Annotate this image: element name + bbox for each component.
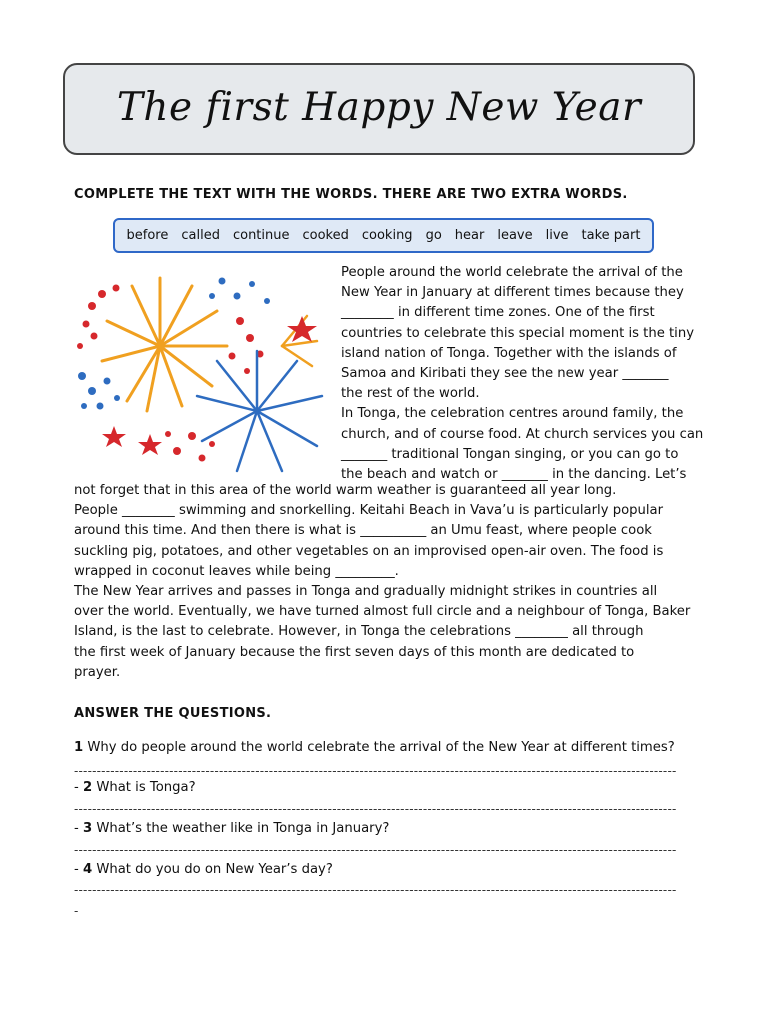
question-text: What do you do on New Year’s day? <box>92 862 333 877</box>
word-bank-item: take part <box>581 228 641 243</box>
word-bank <box>113 218 654 253</box>
text-line: not forget that in this area of the world warm weather is guaranteed all year long. <box>74 483 617 498</box>
word-bank-item: cooked <box>302 228 349 243</box>
question-number: 4 <box>82 862 93 877</box>
page-title: The first Happy New Year <box>116 84 642 130</box>
question-prefix: - <box>74 821 83 836</box>
text-line: In Tonga, the celebration centres around family, the <box>341 406 684 422</box>
text-line: over the world. Eventually, we have turned almost full circle and a neighbour of Tonga, Baker <box>74 604 691 620</box>
question-1 <box>74 740 675 755</box>
question-3 <box>74 821 389 836</box>
text-right-column <box>341 263 704 485</box>
fireworks-illustration <box>72 266 334 476</box>
instruction-complete: COMPLETE THE TEXT WITH THE WORDS. THERE ARE TWO EXTRA WORDS. <box>74 187 628 202</box>
question-text: What’s the weather like in Tonga in January? <box>92 821 390 836</box>
answer-line: ------------------------------------------------------------------------------------------------------------------------------------- <box>74 802 677 816</box>
text-line: Samoa and Kiribati they see the new year _______ <box>341 366 669 382</box>
question-number: 1 <box>74 740 84 755</box>
text-line: the beach and watch or _______ in the dancing. Let’s <box>341 467 687 483</box>
text-line: island nation of Tonga. Together with the islands of <box>341 345 677 361</box>
answer-line: ------------------------------------------------------------------------------------------------------------------------------------- <box>74 843 677 857</box>
word-bank-item: go <box>425 228 442 243</box>
question-4 <box>74 862 333 877</box>
text-line: prayer. <box>74 664 121 680</box>
word-bank-item: before <box>126 228 169 243</box>
title-box <box>63 63 695 155</box>
word-bank-item: continue <box>232 228 290 243</box>
blue-burst <box>197 351 322 471</box>
word-bank-item: called <box>181 228 220 243</box>
answer-line-end: - <box>74 904 79 918</box>
question-text: What is Tonga? <box>92 780 196 795</box>
question-number: 3 <box>82 821 93 836</box>
text-full-width <box>74 481 694 683</box>
text-line: the first week of January because the first seven days of this month are dedicated to <box>74 644 635 660</box>
word-bank-item: cooking <box>361 228 413 243</box>
question-2 <box>74 780 196 795</box>
text-line: People around the world celebrate the arrival of the <box>341 265 683 280</box>
word-bank-item: hear <box>454 228 485 243</box>
text-line: around this time. And then there is what is __________ an Umu feast, where people cook <box>74 523 652 539</box>
text-line: The New Year arrives and passes in Tonga and gradually midnight strikes in countries all <box>74 584 658 600</box>
text-line: Island, is the last to celebrate. However, in Tonga the celebrations ________ all through <box>74 624 644 640</box>
answer-line: ------------------------------------------------------------------------------------------------------------------------------------- <box>74 764 677 778</box>
text-line: ________ in different time zones. One of the first <box>341 305 655 321</box>
instruction-questions: ANSWER THE QUESTIONS. <box>74 706 272 721</box>
text-line: _______ traditional Tongan singing, or you can go to <box>341 446 679 462</box>
text-line: wrapped in coconut leaves while being _________. <box>74 563 399 579</box>
text-line: New Year in January at different times because they <box>341 285 684 301</box>
text-line: suckling pig, potatoes, and other vegetables on an improvised open-air oven. The food is <box>74 543 664 559</box>
word-bank-item: leave <box>497 228 533 243</box>
question-prefix: - <box>74 862 83 877</box>
text-line: the rest of the world. <box>341 386 480 402</box>
question-prefix: - <box>74 780 83 795</box>
text-line: People ________ swimming and snorkelling. Keitahi Beach in Vava’u is particularly popular <box>74 503 664 519</box>
text-line: church, and of course food. At church services you can <box>341 426 704 442</box>
text-line: countries to celebrate this special moment is the tiny <box>341 325 695 341</box>
word-bank-item: live <box>545 228 569 243</box>
question-number: 2 <box>82 780 93 795</box>
orange-burst <box>102 278 227 411</box>
answer-line: ------------------------------------------------------------------------------------------------------------------------------------- <box>74 883 677 897</box>
question-text: Why do people around the world celebrate the arrival of the New Year at different times? <box>83 740 675 755</box>
